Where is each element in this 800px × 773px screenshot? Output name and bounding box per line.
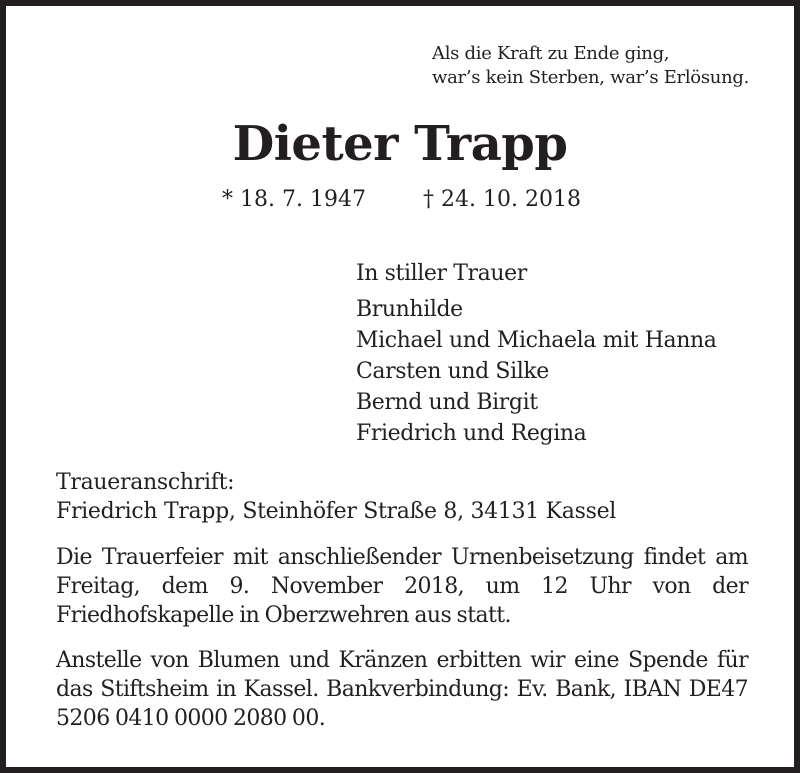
- death-date: † 24. 10. 2018: [423, 187, 581, 212]
- address-label: Traueranschrift:: [56, 470, 235, 495]
- mourner-name: Bernd und Birgit: [356, 390, 538, 415]
- mourner-name: Carsten und Silke: [356, 359, 549, 384]
- donation-info-paragraph: Anstelle von Blumen und Kränzen erbitten wir eine Spende für das Stiftsheim in Kassel. Bankverbindung: Ev. Bank, IBAN DE47 5206 0410 0000 2080 00.: [56, 648, 748, 731]
- motto-line-2: war’s kein Sterben, war’s Erlösung.: [432, 67, 750, 88]
- mourning-address: [56, 468, 616, 526]
- mourners-list: [356, 294, 716, 449]
- mourner-name: Michael und Michaela mit Hanna: [356, 328, 717, 353]
- deceased-name: Dieter Trapp: [232, 116, 568, 172]
- motto-quote: [432, 42, 749, 90]
- funeral-info-paragraph: Die Trauerfeier mit anschließender Urnenbeisetzung findet am Freitag, dem 9. November 2018, um 12 Uhr von der Friedhofskapelle in Oberzwehren aus statt.: [56, 545, 748, 628]
- mourners-block: [356, 258, 716, 449]
- address-value: Friedrich Trapp, Steinhöfer Straße 8, 34131 Kassel: [56, 499, 617, 524]
- birth-date: * 18. 7. 1947: [222, 187, 366, 212]
- mourner-name: Brunhilde: [356, 297, 463, 322]
- mourners-header: In stiller Trauer: [356, 261, 527, 286]
- motto-line-1: Als die Kraft zu Ende ging,: [432, 43, 670, 64]
- mourner-name: Friedrich und Regina: [356, 421, 587, 446]
